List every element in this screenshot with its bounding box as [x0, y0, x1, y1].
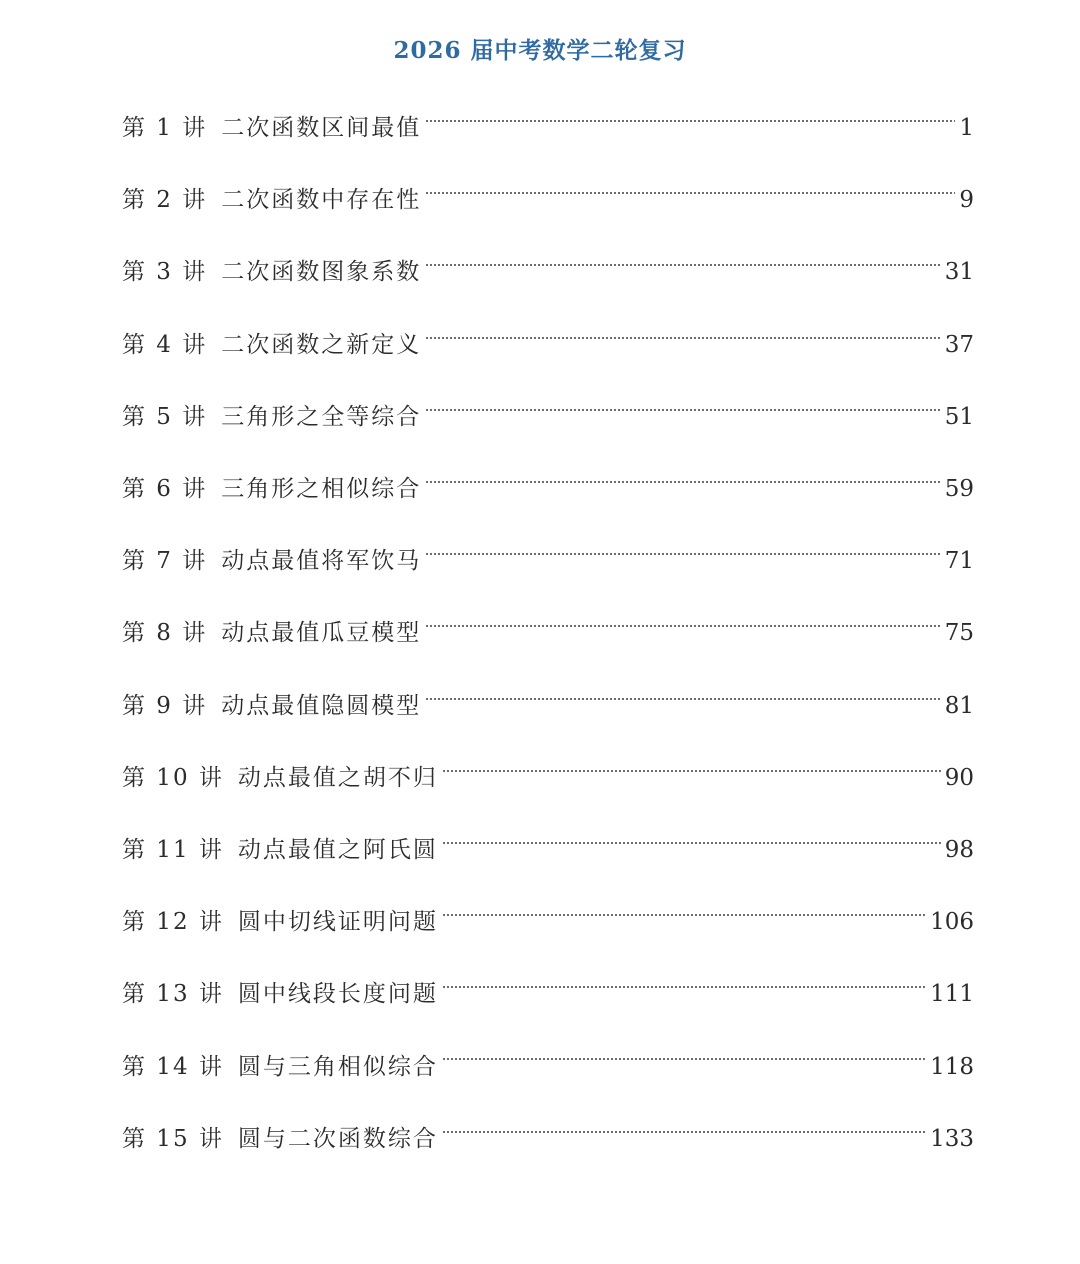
- lecture-title: 三角形之相似综合: [221, 476, 422, 503]
- lecture-number: 第 1 讲: [122, 115, 208, 142]
- lecture-number: 第 3 讲: [122, 259, 208, 286]
- dot-leader: [442, 886, 926, 958]
- toc-entry[interactable]: [122, 92, 974, 164]
- toc-entry[interactable]: [122, 886, 974, 958]
- page-number: 98: [944, 836, 974, 863]
- lecture-title: 动点最值将军饮马: [221, 548, 422, 575]
- toc-entry[interactable]: [122, 742, 974, 814]
- toc-entry[interactable]: [122, 1103, 974, 1175]
- page-number: 133: [930, 1125, 974, 1152]
- lecture-title: 三角形之全等综合: [221, 403, 422, 430]
- page-number: 81: [944, 692, 974, 719]
- page-number: 31: [944, 259, 974, 286]
- lecture-title: 动点最值之胡不归: [237, 764, 438, 791]
- lecture-title: 圆中线段长度问题: [237, 981, 438, 1008]
- dot-leader: [425, 236, 940, 308]
- toc-entry[interactable]: [122, 670, 974, 742]
- toc-entry[interactable]: [122, 453, 974, 525]
- page-number: 90: [944, 764, 974, 791]
- dot-leader: [425, 525, 940, 597]
- page-number: 118: [930, 1053, 974, 1080]
- lecture-title: 圆与二次函数综合: [237, 1125, 438, 1152]
- lecture-number: 第 13 讲: [122, 981, 224, 1008]
- dot-leader: [442, 742, 941, 814]
- lecture-title: 动点最值隐圆模型: [221, 692, 422, 719]
- lecture-number: 第 15 讲: [122, 1125, 224, 1152]
- dot-leader: [425, 164, 955, 236]
- page-number: 106: [930, 909, 974, 936]
- lecture-number: 第 6 讲: [122, 476, 208, 503]
- dot-leader: [425, 381, 940, 453]
- page-title: 2026 届中考数学二轮复习: [393, 37, 687, 64]
- page-number: 111: [930, 981, 974, 1008]
- dot-leader: [442, 1030, 926, 1102]
- lecture-title: 动点最值之阿氏圆: [237, 836, 438, 863]
- page-number: 71: [944, 548, 974, 575]
- lecture-number: 第 5 讲: [122, 403, 208, 430]
- dot-leader: [425, 670, 940, 742]
- dot-leader: [425, 309, 940, 381]
- toc-entry[interactable]: [122, 814, 974, 886]
- lecture-number: 第 4 讲: [122, 331, 208, 358]
- lecture-number: 第 9 讲: [122, 692, 208, 719]
- toc-entry[interactable]: [122, 309, 974, 381]
- lecture-number: 第 8 讲: [122, 620, 208, 647]
- lecture-number: 第 10 讲: [122, 764, 224, 791]
- lecture-title: 圆中切线证明问题: [237, 909, 438, 936]
- dot-leader: [442, 1103, 926, 1175]
- dot-leader: [442, 814, 941, 886]
- page-number: 75: [944, 620, 974, 647]
- toc-entry[interactable]: [122, 525, 974, 597]
- dot-leader: [425, 92, 955, 164]
- lecture-number: 第 2 讲: [122, 187, 208, 214]
- lecture-title: 二次函数之新定义: [221, 331, 422, 358]
- dot-leader: [425, 597, 940, 669]
- toc-entry[interactable]: [122, 958, 974, 1030]
- page-number: 37: [944, 331, 974, 358]
- lecture-title: 动点最值瓜豆模型: [221, 620, 422, 647]
- dot-leader: [442, 958, 926, 1030]
- toc-entry[interactable]: [122, 597, 974, 669]
- lecture-number: 第 7 讲: [122, 548, 208, 575]
- page-number: 1: [959, 115, 974, 142]
- lecture-title: 二次函数中存在性: [221, 187, 422, 214]
- lecture-number: 第 12 讲: [122, 909, 224, 936]
- toc-entry[interactable]: [122, 236, 974, 308]
- page-number: 59: [944, 476, 974, 503]
- lecture-number: 第 14 讲: [122, 1053, 224, 1080]
- table-of-contents: [122, 92, 974, 1175]
- lecture-title: 二次函数图象系数: [221, 259, 422, 286]
- toc-entry[interactable]: [122, 381, 974, 453]
- lecture-title: 圆与三角相似综合: [237, 1053, 438, 1080]
- toc-entry[interactable]: [122, 1030, 974, 1102]
- dot-leader: [425, 453, 940, 525]
- lecture-title: 二次函数区间最值: [221, 115, 422, 142]
- page-number: 9: [959, 187, 974, 214]
- page-number: 51: [944, 403, 974, 430]
- lecture-number: 第 11 讲: [122, 836, 224, 863]
- toc-entry[interactable]: [122, 164, 974, 236]
